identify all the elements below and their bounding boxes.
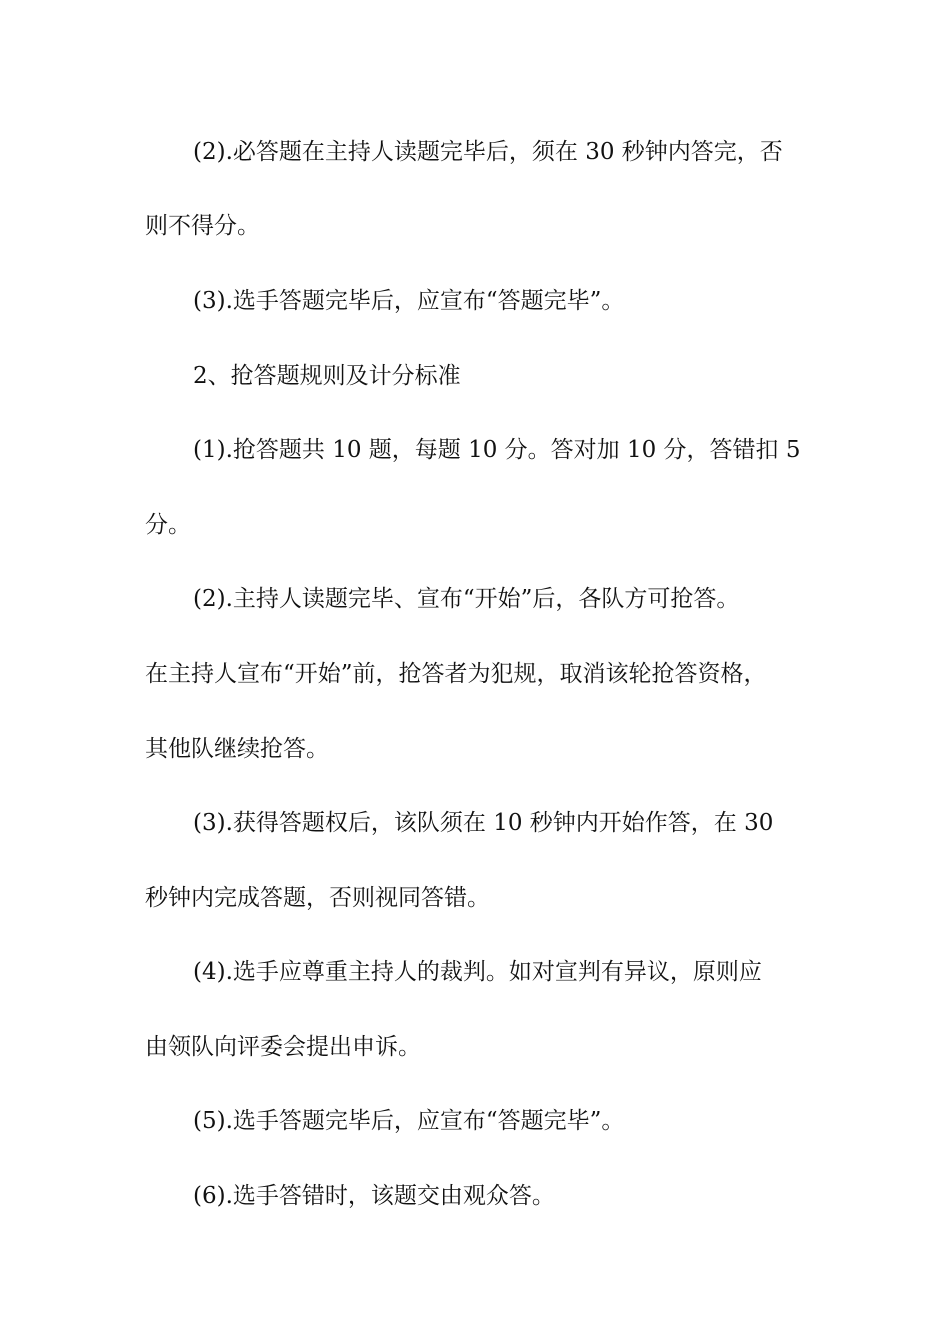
quick-rule-3-line-1: (3).获得答题权后，该队须在 10 秒钟内开始作答，在 30 (193, 810, 774, 836)
quick-rule-4-line-1: (4).选手应尊重主持人的裁判。如对宣判有异议，原则应 (193, 959, 762, 985)
quick-rule-2-line-3: 其他队继续抢答。 (145, 736, 329, 762)
quick-rule-5: (5).选手答题完毕后，应宣布“答题完毕”。 (193, 1108, 625, 1134)
quick-rule-6: (6).选手答错时，该题交由观众答。 (193, 1183, 555, 1209)
rule-2-required-line-1: (2).必答题在主持人读题完毕后，须在 30 秒钟内答完，否 (193, 139, 783, 165)
quick-rule-2-line-2: 在主持人宣布“开始”前，抢答者为犯规，取消该轮抢答资格， (145, 661, 767, 687)
rule-2-required-line-2: 则不得分。 (145, 213, 260, 239)
quick-rule-1-line-2: 分。 (145, 512, 191, 538)
rule-3-required: (3).选手答题完毕后，应宣布“答题完毕”。 (193, 288, 625, 314)
quick-rule-1-line-1: (1).抢答题共 10 题，每题 10 分。答对加 10 分，答错扣 5 (193, 437, 801, 463)
section-heading-quick-answer: 2、抢答题规则及计分标准 (193, 363, 461, 389)
quick-rule-2-line-1: (2).主持人读题完毕、宣布“开始”后，各队方可抢答。 (193, 586, 740, 612)
quick-rule-4-line-2: 由领队向评委会提出申诉。 (145, 1034, 421, 1060)
quick-rule-3-line-2: 秒钟内完成答题，否则视同答错。 (145, 885, 490, 911)
